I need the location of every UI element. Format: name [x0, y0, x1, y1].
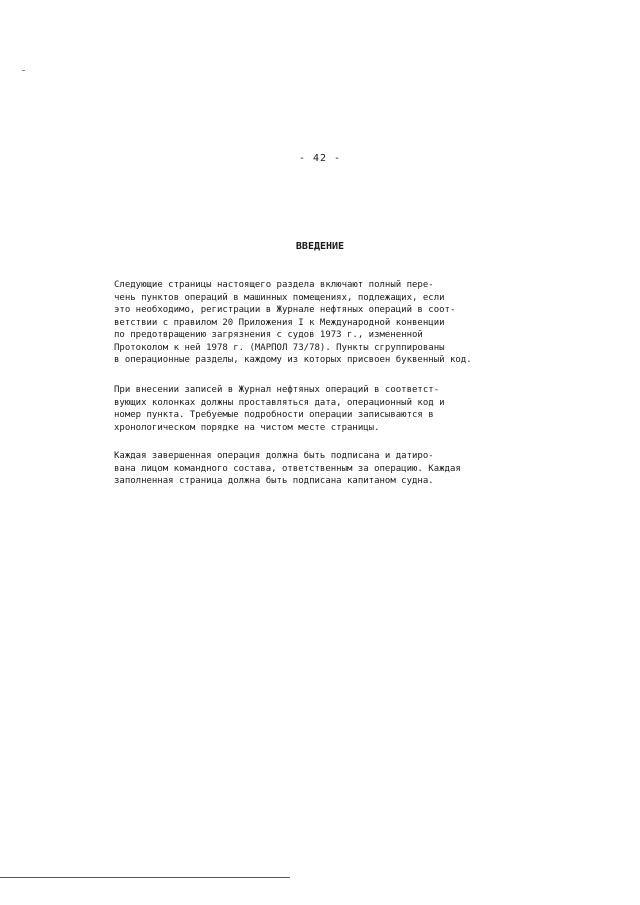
- paragraph-line: При внесении записей в Журнал нефтяных операций в соответст-: [114, 385, 440, 395]
- paragraph-line: Каждая завершенная операция должна быть подписана и датиро-: [114, 451, 434, 461]
- paragraph-line: хронологическом порядке на чистом месте страницы.: [114, 422, 380, 433]
- section-heading: ВВЕДЕНИЕ: [295, 241, 345, 252]
- paragraph-line: вана лицом командного состава, ответственным за операцию. Каждая: [114, 463, 461, 474]
- page-number: - 42 -: [298, 153, 342, 164]
- paragraph-signing: [114, 450, 461, 488]
- footer-rule: [0, 877, 290, 878]
- paragraph-line: ветствии с правилом 20 Приложения I к Международной конвенции: [114, 317, 445, 328]
- paragraph-line: чень пунктов операций в машинных помещениях, подлежащих, если: [114, 292, 445, 303]
- paragraph-line: Протоколом к ней 1978 г. (МАРПОЛ 73/78). Пункты сгруппированы: [114, 342, 445, 353]
- paragraph-line: Следующие страницы настоящего раздела включают полный пере-: [114, 280, 434, 290]
- paragraph-introduction: [114, 279, 472, 367]
- paragraph-line: по предотвращению загрязнения с судов 1973 г., измененной: [114, 330, 423, 340]
- paragraph-line: в операционные разделы, каждому из которых присвоен буквенный код.: [114, 355, 472, 365]
- paragraph-line: это необходимо, регистрации в Журнале нефтяных операций в соот-: [114, 305, 456, 315]
- scan-speck: [22, 70, 25, 71]
- paragraph-recording: [114, 384, 445, 434]
- paragraph-line: номер пункта. Требуемые подробности операции записываются в: [114, 410, 434, 420]
- paragraph-line: вующих колонках должны проставляться дата, операционный код и: [114, 397, 445, 408]
- paragraph-line: заполненная страница должна быть подписана капитаном судна.: [114, 476, 434, 486]
